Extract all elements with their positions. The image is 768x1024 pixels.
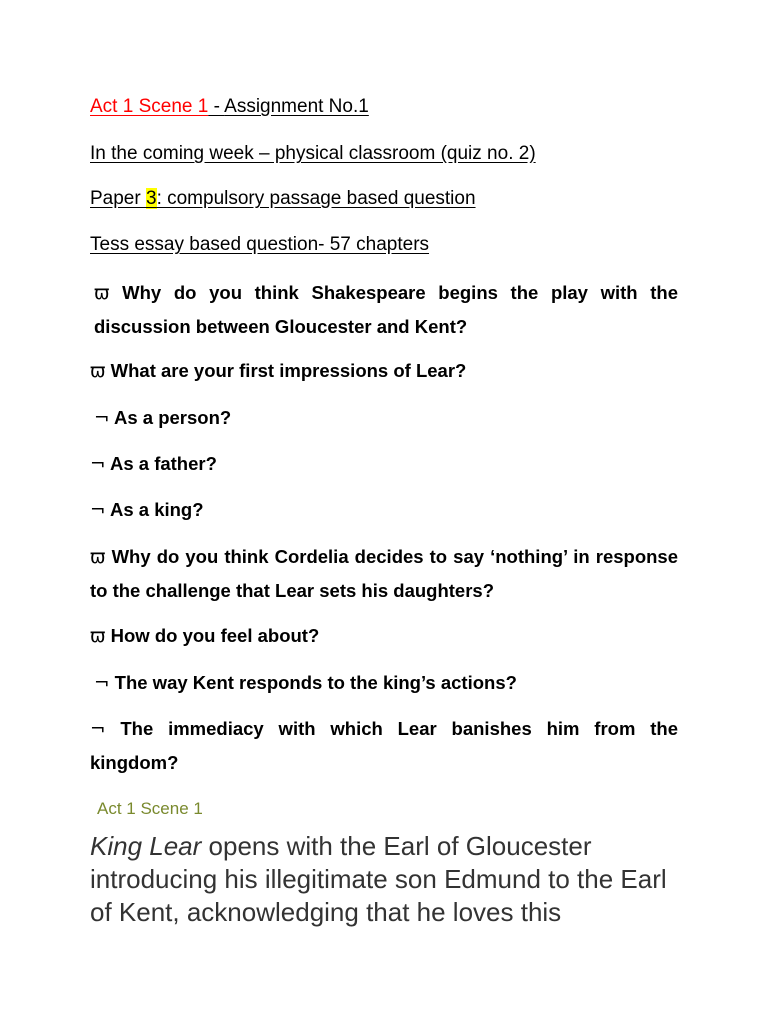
paper-number-highlight: 3 (145, 188, 157, 209)
question-2 (90, 354, 678, 388)
section-heading: Act 1 Scene 1 (97, 799, 203, 818)
question-2b-text: As a father? (109, 453, 217, 474)
bullet-icon: ϖ (90, 626, 106, 647)
sub-bullet-icon: ¬ (94, 673, 110, 694)
question-4 (90, 619, 678, 653)
question-3-text: Why do you think Cordelia decides to say ‘nothing’ in response to the challenge that Lear sets his daughters? (90, 546, 678, 601)
sub-bullet-icon: ¬ (94, 408, 110, 429)
question-2-text: What are your first impressions of Lear? (110, 360, 467, 381)
question-3 (90, 540, 678, 607)
note-paper (90, 183, 678, 215)
section-body-text: opens with the Earl of Gloucester introducing his illegitimate son Edmund to the Earl of Kent, acknowledging that he loves this (90, 831, 667, 927)
assignment-header (90, 91, 678, 123)
question-4a (94, 666, 682, 700)
question-2c (90, 493, 678, 527)
bullet-icon: ϖ (90, 361, 106, 382)
section-body (90, 830, 690, 929)
bullet-icon: ϖ (90, 547, 106, 568)
act-scene-title: Act 1 Scene 1 (90, 96, 209, 117)
note-quiz: In the coming week – physical classroom (quiz no. 2) (90, 143, 536, 164)
play-title: King Lear (90, 831, 202, 861)
sub-bullet-icon: ¬ (90, 719, 106, 740)
question-1-text: Why do you think Shakespeare begins the play with the discussion between Gloucester and Kent? (94, 282, 679, 337)
question-2a-text: As a person? (113, 407, 232, 428)
question-4a-text: The way Kent responds to the king’s actions? (114, 672, 517, 693)
note-tess: Tess essay based question- 57 chapters (90, 234, 430, 255)
header-separator: - (208, 96, 225, 117)
question-4-text: How do you feel about? (110, 625, 320, 646)
question-2a (94, 401, 682, 435)
question-2c-text: As a king? (109, 499, 204, 520)
note-paper-prefix: Paper (90, 188, 146, 209)
question-4b-text: The immediacy with which Lear banishes him from the kingdom? (90, 718, 678, 773)
assignment-number: Assignment No.1 (224, 96, 369, 117)
question-2b (90, 447, 678, 481)
question-1 (90, 276, 678, 343)
sub-bullet-icon: ¬ (90, 500, 106, 521)
question-4b (90, 712, 678, 779)
bullet-icon: ϖ (94, 283, 110, 304)
sub-bullet-icon: ¬ (90, 454, 106, 475)
note-paper-suffix: : compulsory passage based question (156, 188, 476, 209)
